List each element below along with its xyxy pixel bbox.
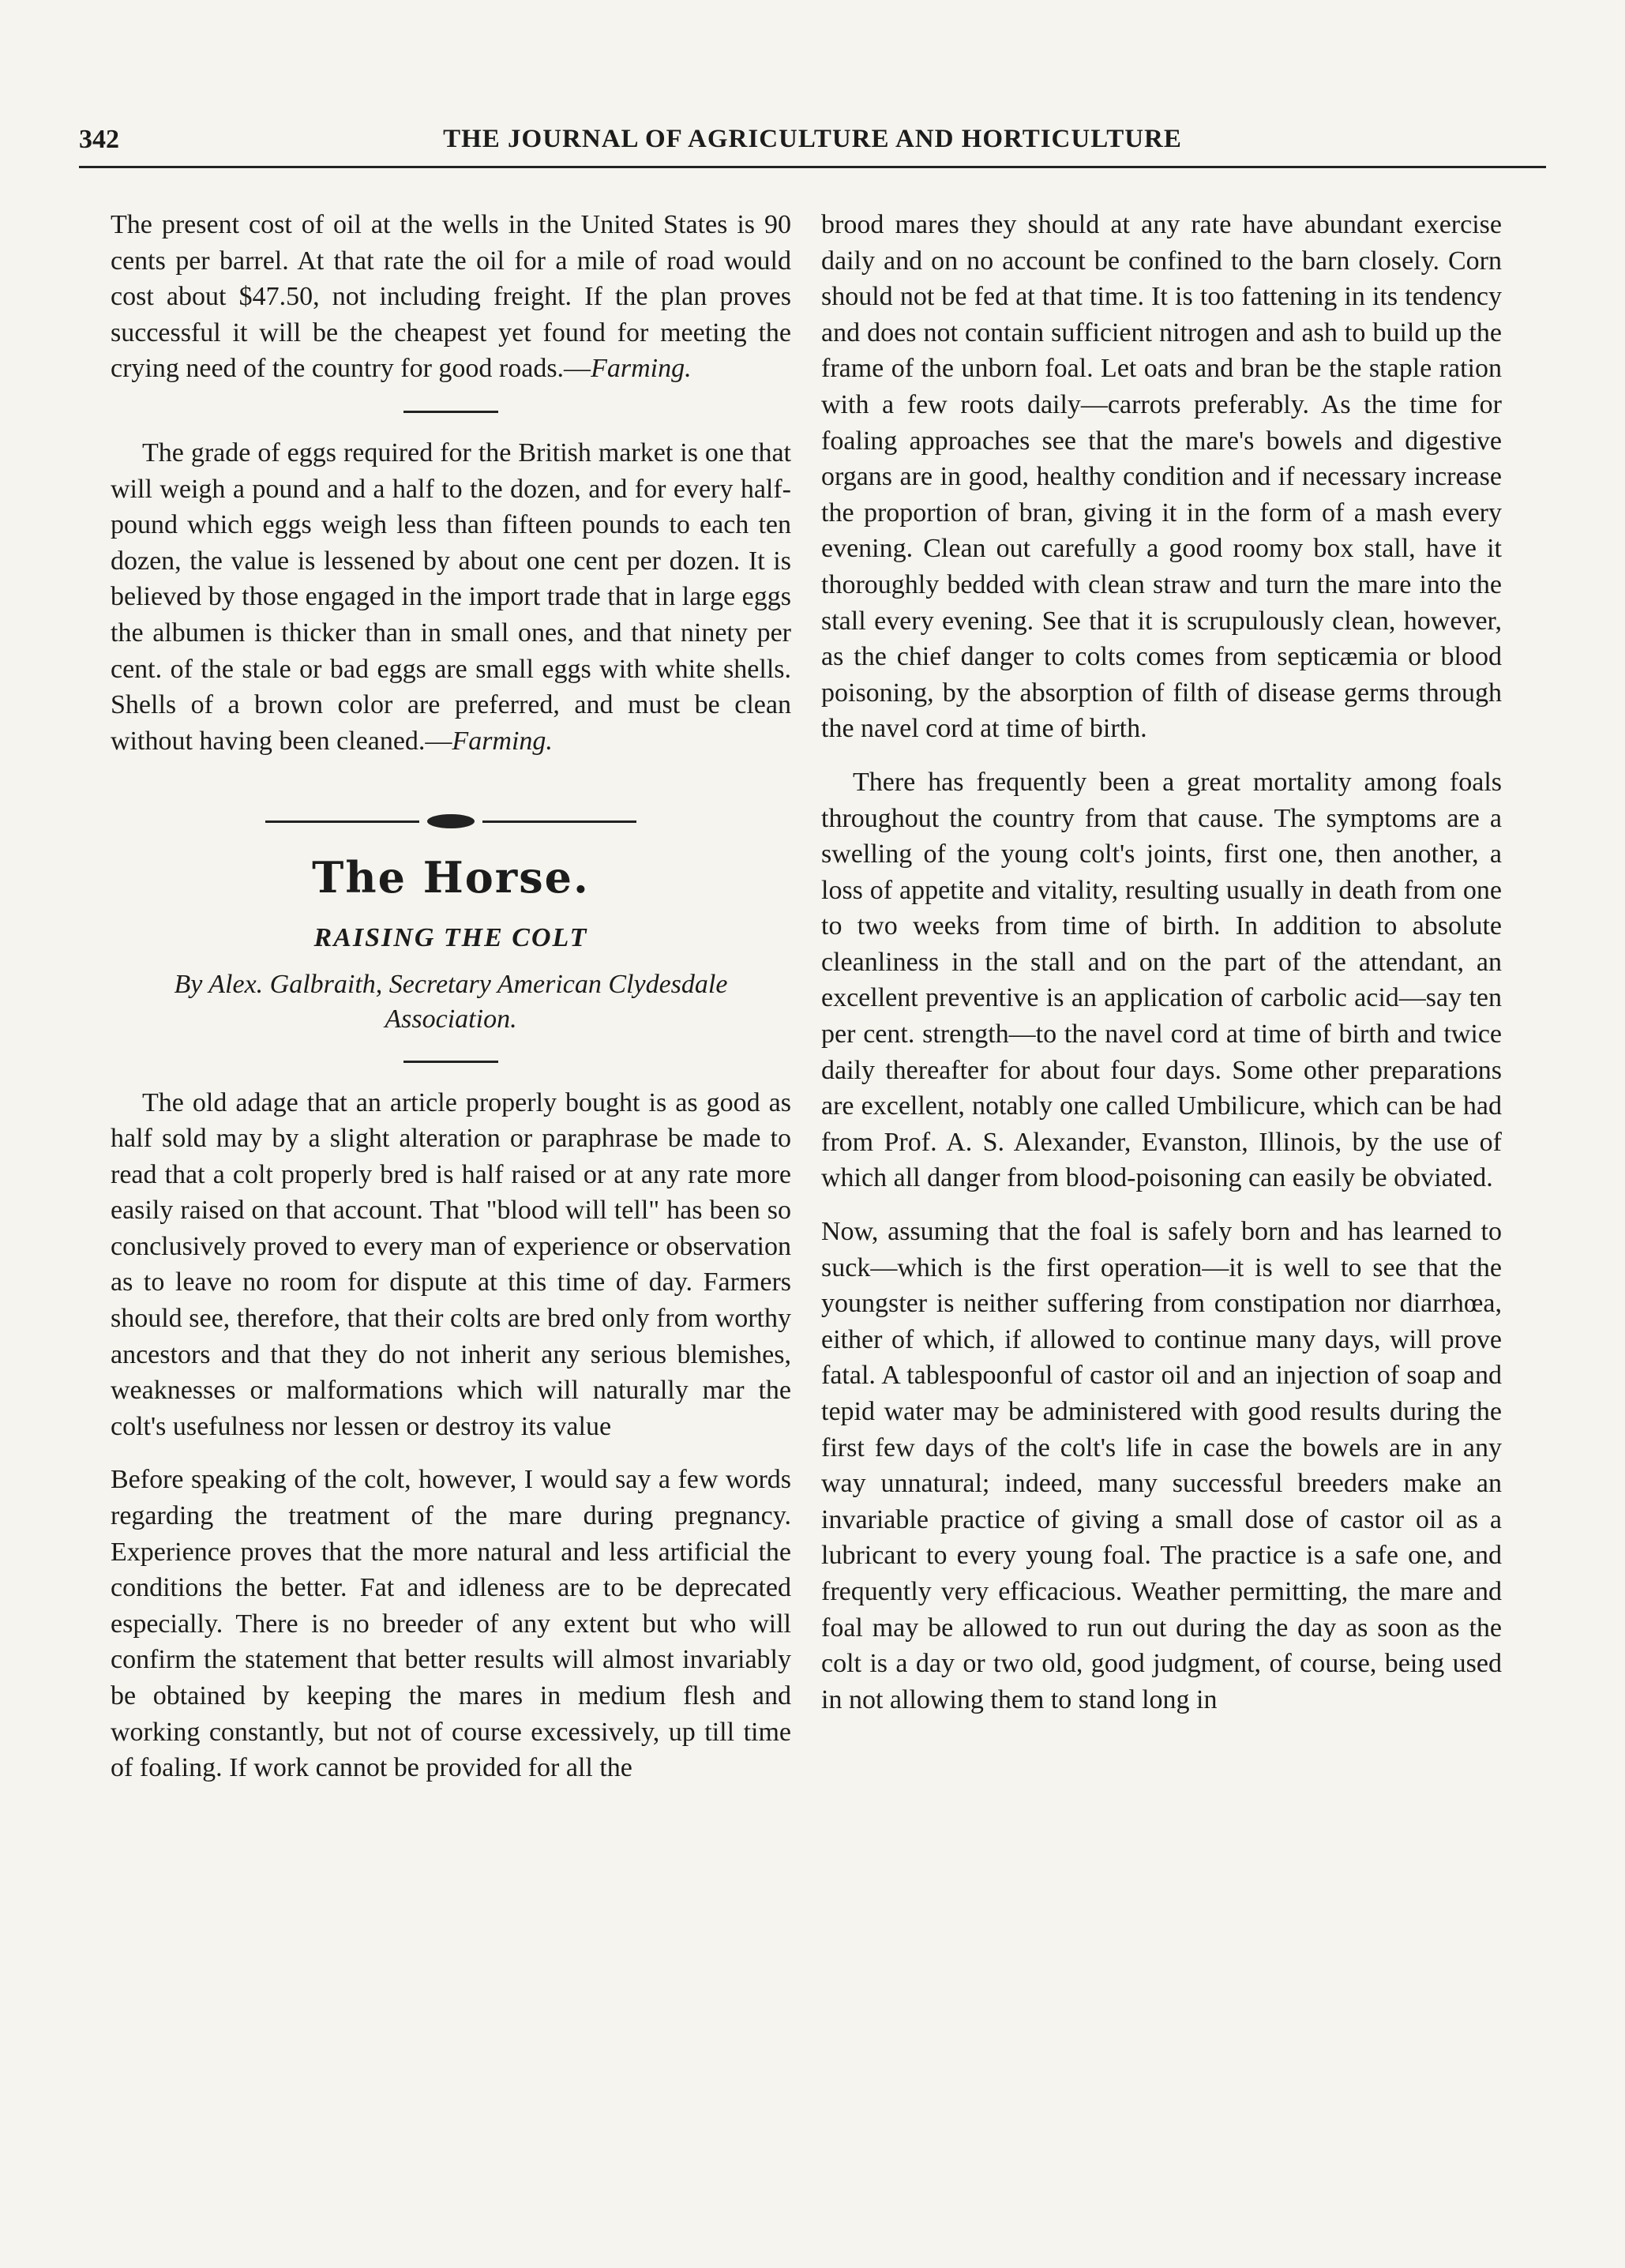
article-paragraph-5: Now, assuming that the foal is safely born and has learned to suck—which is the first operation—it is well to see that the youngster is neither suffering from constipation nor diarrhœa, either of which, if allowed to continue many days, will prove fatal. A tablespoonful of castor oil and an injection of soap and tepid water may be administered with good results during the first few days of the colt's life in case the bowels are in any way unnatural; indeed, many successful breeders make an invariable practice of giving a small dose of castor oil as a lubricant to every young foal. The practice is a safe one, and frequently very efficacious. Weather permitting, the mare and foal may be allowed to run out during the day as soon as the colt is a day or two old, good judgment, of course, being used in not allowing them to stand long in <box>821 1217 1502 1714</box>
eggs-source: Farming. <box>452 726 553 756</box>
eggs-text: The grade of eggs required for the British market is one that will weigh a pound and a half to the dozen, and for every half-pound which eggs weigh less than fifteen pounds to each ten dozen, the value is lessened by about one cent per dozen. It is believed by those engaged in the import trade that in large eggs the albumen is thicker than in small ones, and that ninety per cent. of the stale or bad eggs are small eggs with white shells. Shells of a brown color are preferred, and must be clean without having been cleaned.— <box>111 437 791 756</box>
section-ornament <box>265 809 636 833</box>
article-paragraph-3: brood mares they should at any rate have abundant exercise daily and on no account be confined to the barn closely. Corn should not be fed at that time. It is too fattening in its tendency and does not contain sufficient nitrogen and ash to build up the frame of the unborn foal. Let oats and bran be the staple ration with a few roots daily—carrots preferably. As the time for foaling approaches see that the mare's bowels and digestive organs are in good, healthy condition and if necessary increase the proportion of bran, giving it in the form of a mash every evening. Clean out carefully a good roomy box stall, have it thoroughly bedded with clean straw and turn the mare into the stall every evening. See that it is scrupulously clean, however, as the chief danger to colts comes from septicæmia or blood poisoning, by the absorption of filth of disease germs through the navel cord at time of birth. <box>821 210 1502 744</box>
article-paragraph-1: The old adage that an article properly bought is as good as half sold may by a slight alteration or paraphrase be made to read that a colt properly bred is half raised or at any rate more easily raised on that account. That "blood will tell" has been so conclusively proved to every man of experience or observation as to leave no room for dispute at this time of day. Farmers should see, therefore, that their colts are bred only from worthy ancestors and that they do not inherit any serious blemishes, weaknesses or malformations which will naturally mar the colt's usefulness nor lessen or destroy its value <box>111 1087 791 1441</box>
article-paragraph-2: Before speaking of the colt, however, I would say a few words regarding the treatment of the mare during pregnancy. Experience proves that the more natural and less artificial the conditions the better. Fat and idleness are to be deprecated especially. There is no breeder of any extent but who will confirm the statement that better results will almost invariably be obtained by keeping the mares in medium flesh and working constantly, but not of course excessively, up till time of foaling. If work cannot be provided for all the <box>111 1465 791 1783</box>
article-title: RAISING THE COLT <box>313 922 588 952</box>
journal-title: THE JOURNAL OF AGRICULTURE AND HORTICULTURE <box>443 125 1182 153</box>
eggs-paragraph <box>111 435 791 759</box>
oil-roads-source: Farming. <box>591 354 692 384</box>
oil-roads-text: The present cost of oil at the wells in the United States is 90 cents per barrel. At that rate the oil for a mile of road would cost about $47.50, not including freight. If the plan proves successful it will be the cheapest yet found for meeting the crying need of the country for good roads.— <box>111 210 791 384</box>
separator-rule <box>403 411 498 413</box>
article-paragraph-4: There has frequently been a great mortality among foals throughout the country from that cause. The symptoms are a swelling of the young colt's joints, first one, then another, a loss of appetite and vitality, resulting usually in death from one to two weeks from time of birth. In addition to absolute cleanliness in the stall and on the part of the attendant, an excellent preventive is an application of carbolic acid—say ten per cent. strength—to the navel cord at time of birth and twice daily thereafter for about four days. Some other preparations are excellent, notably one called Umbilicure, which can be had from Prof. A. S. Alexander, Evanston, Illinois, by the use of which all danger from blood-poisoning can easily be obviated. <box>821 767 1502 1193</box>
byline-rule <box>403 1061 498 1063</box>
byline-continued: Association. <box>385 1004 517 1034</box>
header-rule <box>79 166 1546 168</box>
right-column <box>821 207 1502 1718</box>
left-column <box>111 207 791 1786</box>
page-header <box>79 125 1546 161</box>
section-title: The Horse. <box>312 852 590 903</box>
byline: By Alex. Galbraith, Secretary American Clydesdale <box>174 969 728 999</box>
page-number: 342 <box>79 125 119 154</box>
oil-roads-paragraph <box>111 207 791 387</box>
